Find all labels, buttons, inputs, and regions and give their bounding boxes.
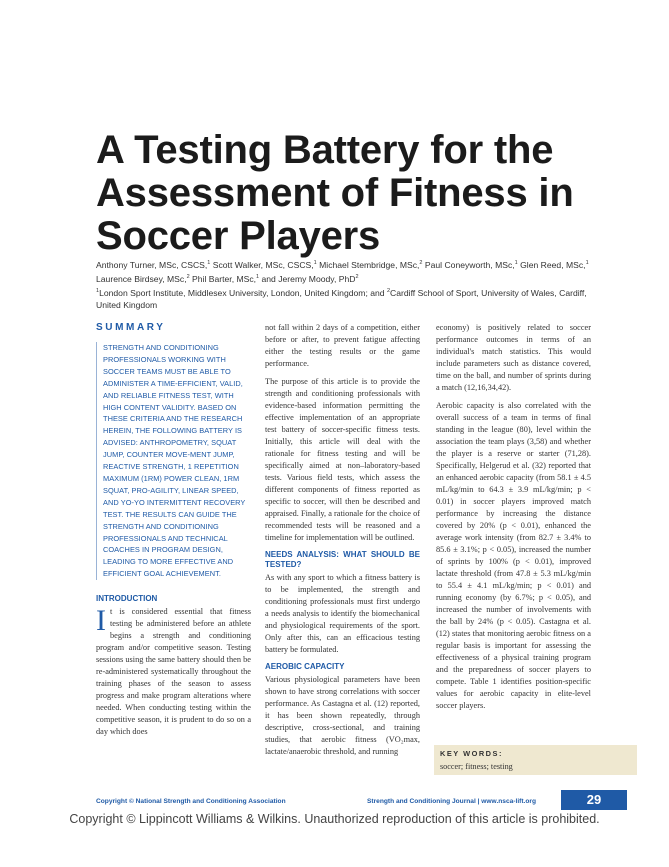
column-3: [436, 322, 591, 718]
paragraph: The purpose of this article is to provide the strength and conditioning professionals with evidence-based information permitting the effective implementation of an appropriate test battery of soccer-specific fitness tests. Initially, this article will deal with the rationale for fitness testing and will be specifically aimed at non–laboratory-based tests. Various field tests, which assess the different components of fitness reported as specific to soccer, will then be described and appraised. Finally, a rationale for the choice of recommended tests will be reasoned and a timeline for implementation will be outlined.: [265, 377, 420, 542]
article-title: [96, 129, 616, 258]
author-sup: 1: [585, 260, 589, 266]
introduction-heading: INTRODUCTION: [96, 594, 158, 604]
paragraph: not fall within 2 days of a competition, either before or after, to prevent fatigue affecting either the testing results or the game performance.: [265, 323, 420, 368]
page-number: 29: [561, 790, 627, 810]
footer-copyright: Copyright © National Strength and Conditioning Association: [96, 798, 286, 805]
introduction-paragraph: [96, 606, 251, 738]
author: and Jeremy Moody, PhD: [261, 273, 356, 284]
affiliation-sup: 1: [96, 287, 100, 294]
column-2: [265, 322, 420, 764]
author: Laurence Birdsey, MSc,: [96, 273, 187, 284]
introduction-text: t is considered essential that fitness testing be administered before an athlete begins a strength and conditioning program and/or competitive season. Testing sessions using the same battery should then be re-administered systematically throughout the training phases of the season to assess progress and make program alterations where needed. When conducting testing within the competitive season, it is prudent to do so on a day which does: [96, 607, 251, 737]
aerobic-capacity-heading: AEROBIC CAPACITY: [265, 662, 345, 671]
title-line: Assessment of Fitness in: [96, 171, 574, 215]
needs-analysis-heading: NEEDS ANALYSIS: WHAT SHOULD BE TESTED?: [265, 550, 420, 569]
paragraph: economy) is positively related to soccer performance outcomes in terms of an individual's match statistics. This would include parameters such as distance covered, time on the ball, and number of sprints during a match (12,16,34,42).: [436, 323, 591, 392]
affiliation: London Sport Institute, Middlesex University, London, United Kingdom; and: [99, 287, 387, 298]
author-sup: 1: [256, 273, 260, 280]
paragraph: As with any sport to which a fitness battery is to be implemented, the strength and conditioning professionals must first undergo a needs analysis to identify the biomechanical and physiological requirements of the sport. Only after this, can an efficacious testing battery be formulated.: [265, 573, 420, 654]
author: Glen Reed, MSc,: [520, 259, 586, 270]
author-sup: 1: [207, 260, 211, 266]
keywords-box: [434, 745, 637, 775]
drop-cap: I: [96, 604, 106, 638]
keywords-heading: KEY WORDS:: [440, 749, 503, 758]
keywords-text: soccer; fitness; testing: [440, 762, 513, 771]
summary-heading: SUMMARY: [96, 322, 166, 333]
paragraph: Aerobic capacity is also correlated with the overall success of a team in terms of final standing in the league (80), level within the association the team plays (3,58) and whether the player is a reserve or starter (71,28). Specifically, Helgerud et al. (32) reported that an enhanced aerobic capacity (from 58.1 ± 4.5 mL/kg/min to 64.3 ± 3.9 mL/kg/min; p < 0.01) in soccer players improved match performance by increasing the distance covered by 20% (p < 0.01), enhanced the average work intensity (from 82.7 ± 3.4% to 85.6 ± 3.1%; p < 0.05), increased the number of sprints by 100% (p < 0.01), improved lactate threshold (from 47.8 ± 5.3 mL/kg/min to 55.4 ± 4.1 mL/kg/min; p < 0.01) and running economy (by 6.7%; p < 0.05), and increased the number of involvements with the ball by 24% (p < 0.05). Castagna et al. (12) states that monitoring aerobic fitness on a regular basis is important for assessing the effectiveness of a physical training program and the preparedness of soccer players to compete. Table 1 identifies position-specific values for aerobic capacity in elite-level soccer players.: [436, 401, 591, 710]
author-sup: 1: [313, 260, 317, 266]
author: Scott Walker, MSc, CSCS,: [212, 259, 314, 270]
author-sup: 2: [186, 273, 190, 280]
author-block: [96, 257, 596, 311]
affiliation-sup: 2: [386, 287, 391, 294]
author: Paul Coneyworth, MSc,: [424, 259, 515, 270]
author-sup: 2: [355, 273, 359, 280]
affiliation: Cardiff School of Sport, University of Wales, Cardiff, United Kingdom: [96, 287, 587, 310]
author-sup: 1: [514, 260, 518, 266]
footer-journal: Strength and Conditioning Journal | www.nsca-lift.org: [367, 798, 537, 805]
author: Anthony Turner, MSc, CSCS,: [96, 259, 208, 270]
title-line: A Testing Battery for the: [96, 128, 554, 172]
paragraph: Various physiological parameters have been shown to have strong correlations with soccer performance. As Castagna et al. (12) reported, it has been shown repeatedly, through descriptive, cross-sectional, and training studies, that aerobic fitness (VO₂max, lactate/anaerobic threshold, and running: [265, 675, 420, 756]
column-1: [96, 322, 251, 744]
author: Phil Barter, MSc,: [192, 273, 257, 284]
title-line: Soccer Players: [96, 214, 381, 258]
author-sup: 2: [419, 260, 423, 266]
summary-text: STRENGTH AND CONDITIONING PROFESSIONALS WORKING WITH SOCCER TEAMS MUST BE ABLE TO ADMINISTER A TIME-EFFICIENT, VALID, AND RELIABLE FITNESS TEST, WITH HIGH CONTENT VALIDITY. BASED ON THESE CRITERIA AND THE RESEARCH HEREIN, THE FOLLOWING BATTERY IS ADVISED: ANTHROPOMETRY, SQUAT JUMP, COUNTER MOVE-MENT JUMP, REACTIVE STRENGTH, 1 REPETITION MAXIMUM (1RM) POWER CLEAN, 1RM SQUAT, PRO-AGILITY, LINEAR SPEED, AND YO-YO INTERMITTENT RECOVERY TEST. THE RESULTS CAN GUIDE THE STRENGTH AND CONDITIONING PROFESSIONALS AND TECHNICAL COACHES IN PROGRAM DESIGN, LEADING TO MORE EFFECTIVE AND EFFICIENT GOAL ACHIEVEMENT.: [96, 342, 251, 580]
copyright-notice: Copyright © Lippincott Williams & Wilkins. Unauthorized reproduction of this article is prohibited.: [69, 812, 600, 826]
author: Michael Stembridge, MSc,: [319, 259, 420, 270]
